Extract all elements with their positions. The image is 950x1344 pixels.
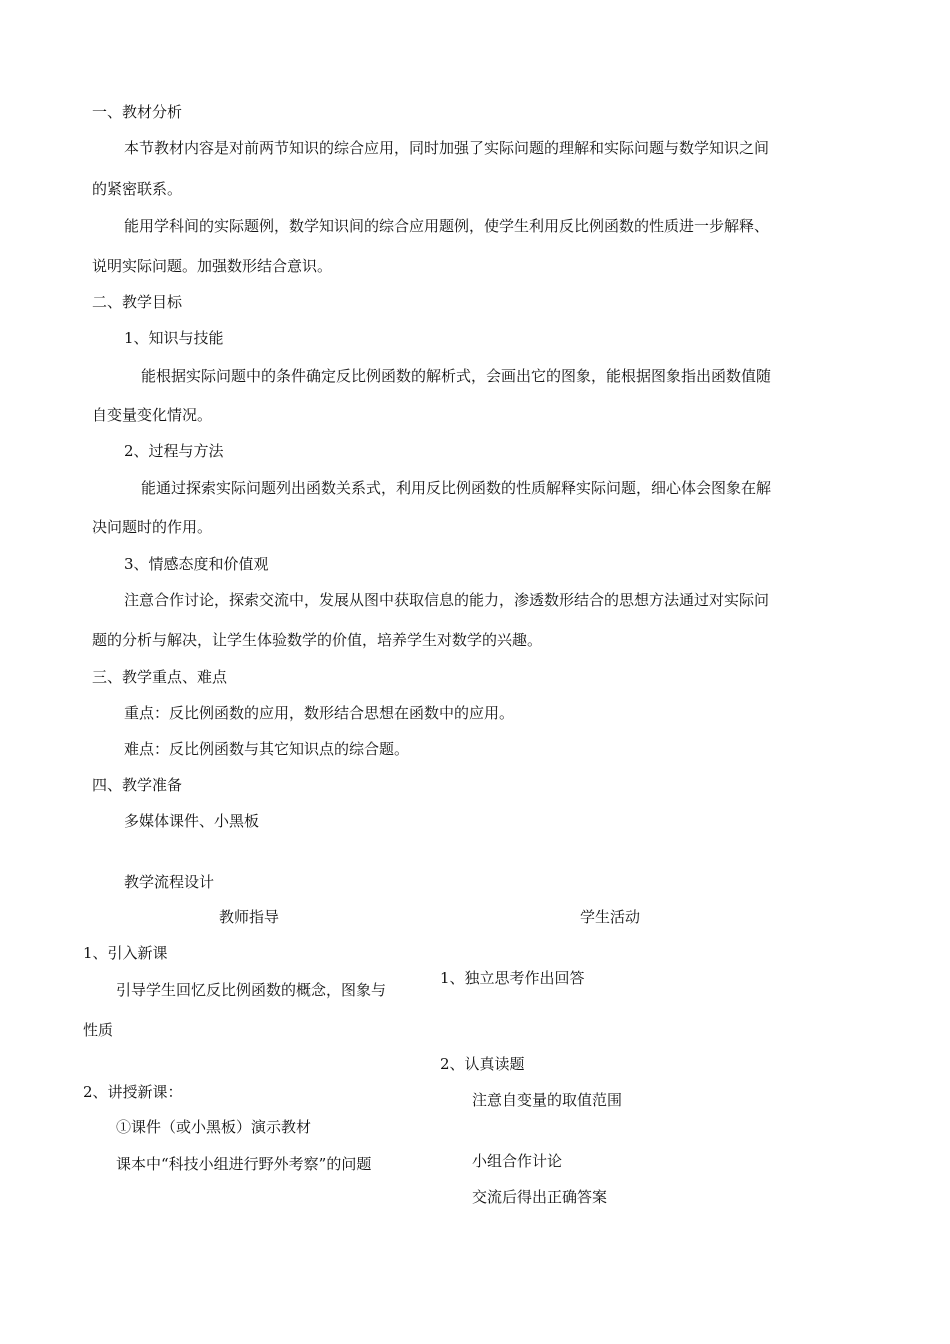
student-text: 交流后得出正确答案 [472,1188,608,1206]
teacher-text: 性质 [83,1021,114,1039]
paragraph-line: 能用学科间的实际题例，数学知识间的综合应用题例，使学生利用反比例函数的性质进一步解释、 [124,217,770,235]
teacher-text: 引导学生回忆反比例函数的概念，图象与 [116,981,387,999]
paragraph-line: 题的分析与解决，让学生体验数学的价值，培养学生对数学的兴趣。 [92,631,543,649]
student-step-1: 1、独立思考作出回答 [440,969,585,987]
student-text: 注意自变量的取值范围 [472,1091,623,1109]
teacher-text: 课本中“科技小组进行野外考察”的问题 [116,1155,372,1173]
teacher-step-2: 2、讲授新课： [83,1083,183,1101]
subheading: 3、情感态度和价值观 [124,555,269,573]
flow-title: 教学流程设计 [124,873,215,891]
paragraph-line: 能根据实际问题中的条件确定反比例函数的解析式，会画出它的图象，能根据图象指出函数值随 [141,367,772,385]
paragraph-line: 的紧密联系。 [92,180,183,198]
teacher-text: ①课件（或小黑板）演示教材 [116,1118,312,1136]
paragraph-line: 说明实际问题。加强数形结合意识。 [92,257,333,275]
paragraph-line: 难点：反比例函数与其它知识点的综合题。 [124,740,410,758]
teacher-step-1: 1、引入新课 [83,944,168,962]
paragraph-line: 注意合作讨论，探索交流中，发展从图中获取信息的能力，渗透数形结合的思想方法通过对实际问 [124,591,770,609]
column-header-teacher: 教师指导 [219,908,280,926]
paragraph-line: 能通过探索实际问题列出函数关系式，利用反比例函数的性质解释实际问题，细心体会图象在解 [141,479,772,497]
student-text: 小组合作计论 [472,1152,563,1170]
paragraph-line: 决问题时的作用。 [92,518,213,536]
paragraph-line: 多媒体课件、小黑板 [124,812,260,830]
section-heading-1: 一、教材分析 [92,103,183,121]
column-header-student: 学生活动 [580,908,641,926]
section-heading-2: 二、教学目标 [92,293,183,311]
student-step-2: 2、认真读题 [440,1055,525,1073]
subheading: 1、知识与技能 [124,329,224,347]
paragraph-line: 本节教材内容是对前两节知识的综合应用，同时加强了实际问题的理解和实际问题与数学知识之间 [124,139,770,157]
paragraph-line: 重点：反比例函数的应用，数形结合思想在函数中的应用。 [124,704,515,722]
subheading: 2、过程与方法 [124,442,224,460]
section-heading-3: 三、教学重点、难点 [92,668,228,686]
paragraph-line: 自变量变化情况。 [92,406,213,424]
section-heading-4: 四、教学准备 [92,776,183,794]
